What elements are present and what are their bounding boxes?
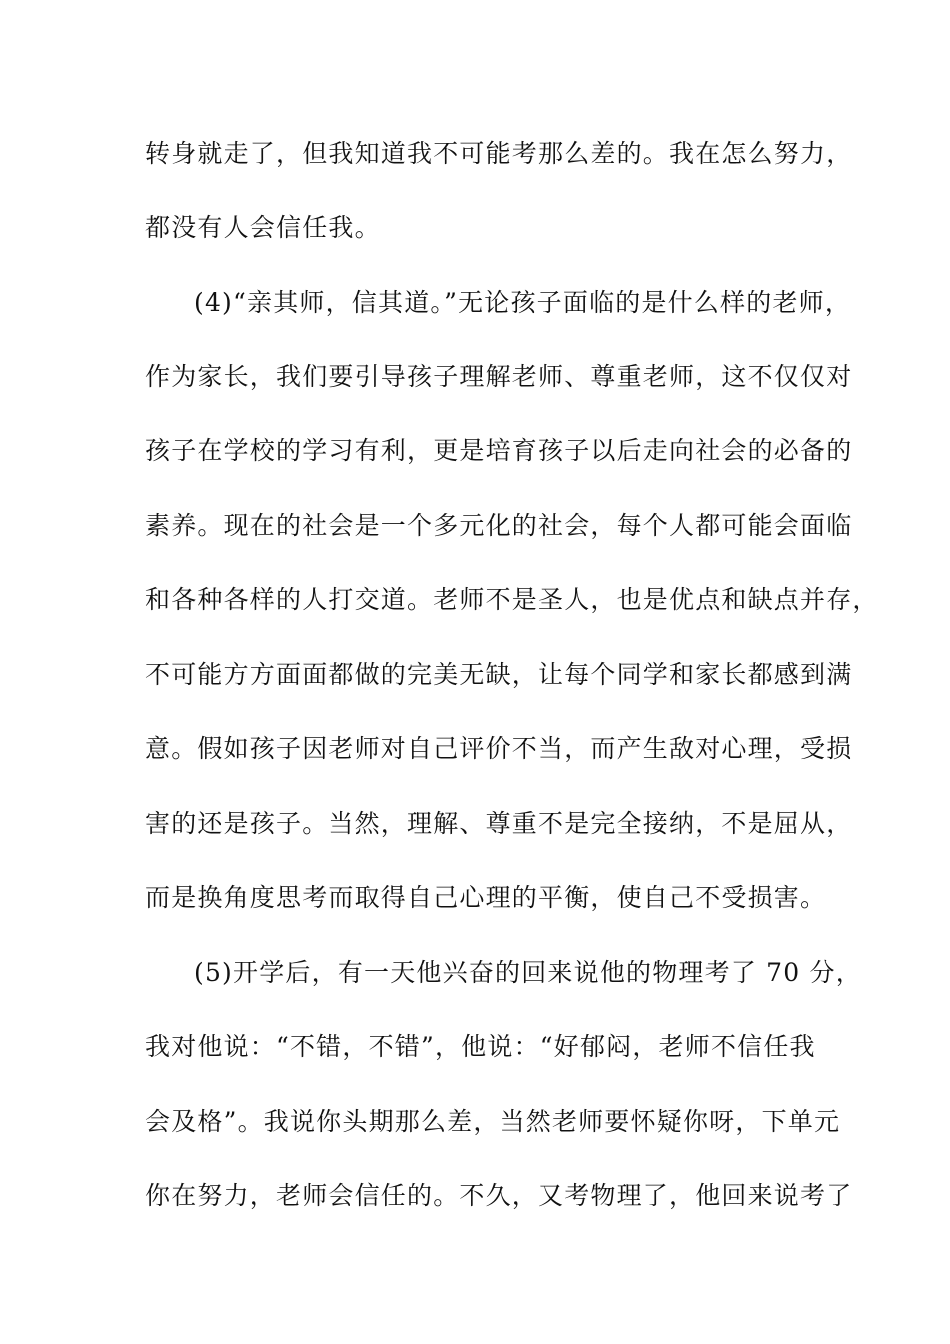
text-line: 都没有人会信任我。 [145, 213, 381, 242]
text-line: 意。假如孩子因老师对自己评价不当，而产生敌对心理，受损 [145, 734, 853, 763]
text-line: 我对他说：“不错，不错”，他说：“好郁闷，老师不信任我 [145, 1032, 816, 1061]
text-line: 孩子在学校的学习有利，更是培育孩子以后走向社会的必备的 [145, 436, 853, 465]
paragraph-5-start: (5)开学后，有一天他兴奋的回来说他的物理考了 70 分， [194, 958, 862, 987]
text-line: 会及格”。我说你头期那么差，当然老师要怀疑你呀，下单元 [145, 1107, 841, 1136]
text-line: 素养。现在的社会是一个多元化的社会，每个人都可能会面临 [145, 511, 853, 540]
text-line: 转身就走了，但我知道我不可能考那么差的。我在怎么努力， [145, 139, 853, 168]
text-line: 害的还是孩子。当然，理解、尊重不是完全接纳，不是屈从， [145, 809, 853, 838]
text-line: 你在努力，老师会信任的。不久，又考物理了，他回来说考了 [145, 1181, 853, 1210]
paragraph-4-start: (4)“亲其师，信其道。”无论孩子面临的是什么样的老师， [194, 288, 852, 317]
text-line: 作为家长，我们要引导孩子理解老师、尊重老师，这不仅仅对 [145, 362, 853, 391]
text-line: 不可能方方面面都做的完美无缺，让每个同学和家长都感到满 [145, 660, 853, 689]
text-line: 和各种各样的人打交道。老师不是圣人，也是优点和缺点并存， [145, 585, 879, 614]
text-line: 而是换角度思考而取得自己心理的平衡，使自己不受损害。 [145, 883, 827, 912]
